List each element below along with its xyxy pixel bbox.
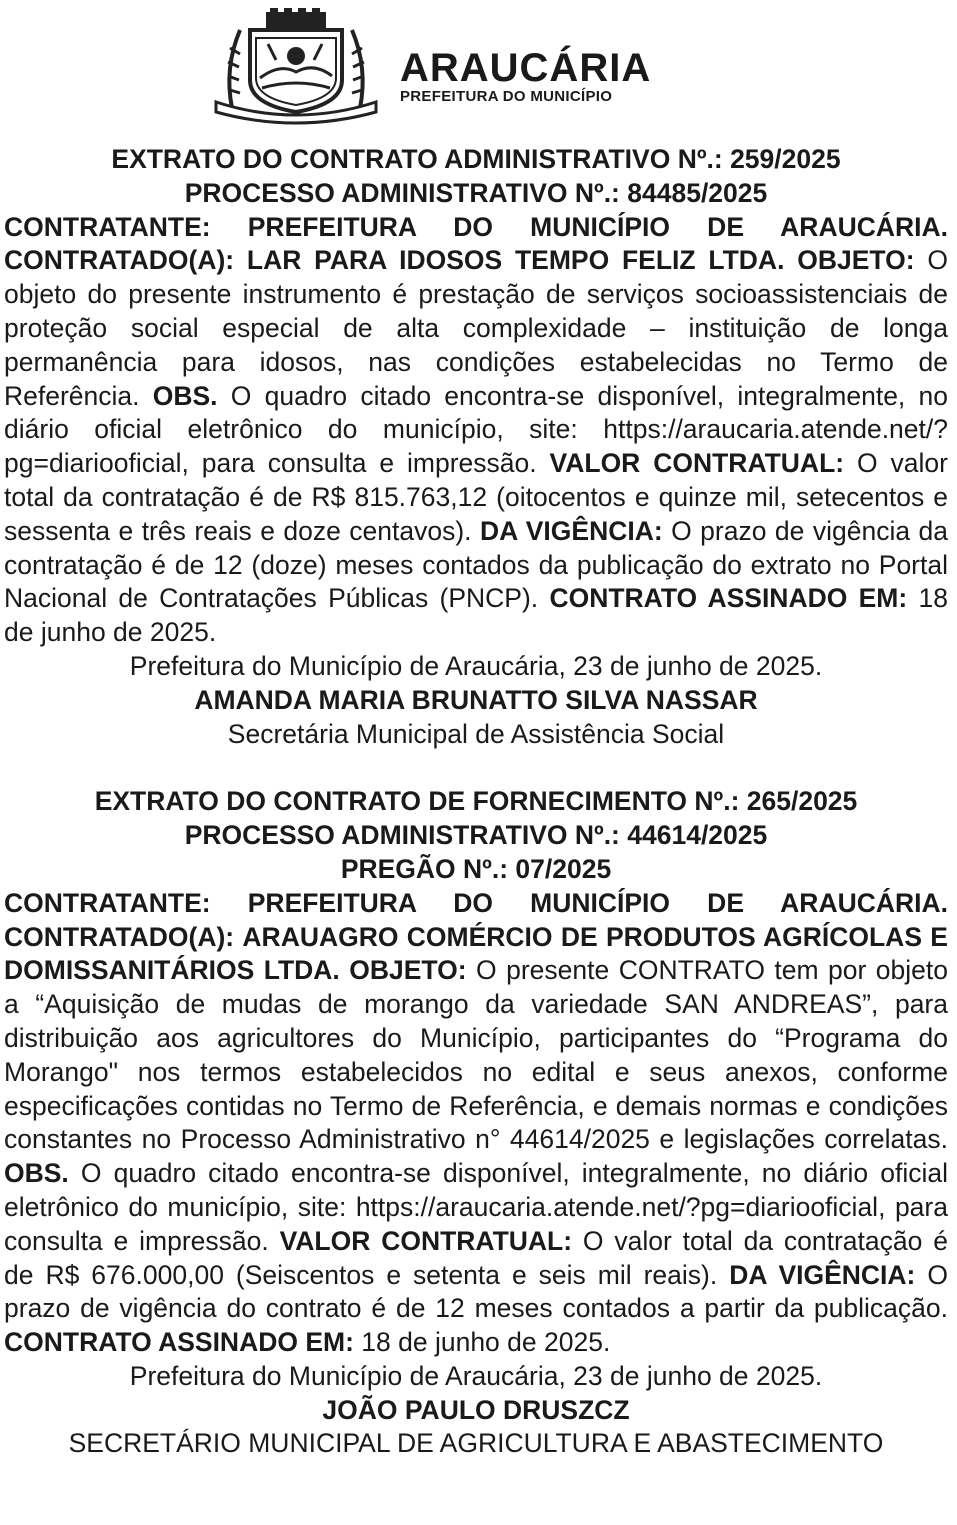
extract-section-2 [4,785,948,1461]
signer-name: JOÃO PAULO DRUSZCZ [322,1394,630,1425]
contratante-label: CONTRATANTE: [4,211,211,242]
place-date: Prefeitura do Município de Araucária, 23 de junho de 2025. [129,650,823,681]
section-spacer [4,751,948,785]
objeto-label: OBJETO: [349,955,467,986]
vigencia-label: DA VIGÊNCIA: [729,1259,916,1290]
objeto-text: O presente CONTRATO tem por objeto a “Aquisição de mudas de morango da variedade SAN ANDREAS”, para distribuição aos agricultores do Município, participantes do “Programa do Morango" nos termos estabelecidos no edital e seus anexos, conforme especificações contidas no Termo de Referência, e demais normas e condições constantes no Processo Administrativo n° 44614/2025 e legislações correlatas. [4,955,948,1155]
obs-label: OBS. [4,1158,69,1189]
contratado-value: LAR PARA IDOSOS TEMPO FELIZ LTDA. [246,245,785,276]
extract-title: EXTRATO DO CONTRATO ADMINISTRATIVO Nº.: 259/2025 [111,144,841,174]
process-number: PROCESSO ADMINISTRATIVO Nº.: 44614/2025 [184,820,768,851]
header [210,8,750,128]
valor-text: O valor total da contratação é de R$ 676.000,00 (Seiscentos e setenta e seis mil reais). [4,1225,948,1290]
contratado-value: ARAUAGRO COMÉRCIO DE PRODUTOS AGRÍCOLAS E DOMISSANITÁRIOS LTDA. [4,921,948,986]
document-body [4,143,948,1461]
signer-role: SECRETÁRIO MUNICIPAL DE AGRICULTURA E ABASTECIMENTO [68,1428,884,1459]
extract-body [4,211,948,650]
vigencia-text: O prazo de vigência da contratação é de 12 (doze) meses contados da publicação do extrato no Portal Nacional de Contratações Públicas (PNCP). [4,515,948,614]
valor-label: VALOR CONTRATUAL: [549,448,845,479]
obs-text: O quadro citado encontra-se disponível, integralmente, no diário oficial eletrônico do município, site: https://araucaria.atende.net/?pg=diariooficial, para consulta e impressão. [4,1158,948,1256]
contratado-label: CONTRATADO(A): [4,245,235,276]
extract-title: EXTRATO DO CONTRATO DE FORNECIMENTO Nº.: 265/2025 [94,786,858,817]
extract-body [4,887,948,1360]
assinado-text: 18 de junho de 2025. [4,583,948,648]
objeto-label: OBJETO: [797,245,915,276]
extract-section-1 [4,143,948,751]
brand-name: ARAUCÁRIA [400,46,652,90]
contratante-label: CONTRATANTE: [4,887,211,918]
assinado-label: CONTRATO ASSINADO EM: [549,583,908,614]
signer-role: Secretária Municipal de Assistência Social [227,718,725,749]
contratante-value: PREFEITURA DO MUNICÍPIO DE ARAUCÁRIA. [247,211,948,242]
obs-text: O quadro citado encontra-se disponível, integralmente, no diário oficial eletrônico do município, site: https://araucaria.atende.net/?pg=diariooficial, para consulta e impressão. [4,380,948,479]
signer-name: AMANDA MARIA BRUNATTO SILVA NASSAR [194,684,758,715]
valor-label: VALOR CONTRATUAL: [279,1225,573,1256]
assinado-text: 18 de junho de 2025. [361,1327,611,1358]
objeto-text: O objeto do presente instrumento é prestação de serviços socioassistenciais de proteção social especial de alta complexidade – instituição de longa permanência para idosos, nas condições estabelecidas no Termo de Referência. [4,245,948,411]
assinado-label: CONTRATO ASSINADO EM: [4,1327,354,1358]
vigencia-text: O prazo de vigência do contrato é de 12 meses contados a partir da publicação. [4,1259,948,1324]
valor-text: O valor total da contratação é de R$ 815.763,12 (oitocentos e quinze mil, setecentos e sessenta e três reais e doze centavos). [4,448,948,546]
vigencia-label: DA VIGÊNCIA: [480,515,663,546]
contratado-label: CONTRATADO(A): [4,921,235,952]
place-date: Prefeitura do Município de Araucária, 23 de junho de 2025. [129,1360,823,1391]
process-number: PROCESSO ADMINISTRATIVO Nº.: 84485/2025 [184,177,768,208]
contratante-value: PREFEITURA DO MUNICÍPIO DE ARAUCÁRIA. [247,887,948,918]
brand-subtitle: PREFEITURA DO MUNICÍPIO [400,88,613,105]
pregao-number: PREGÃO Nº.: 07/2025 [340,853,612,884]
obs-label: OBS. [152,380,218,411]
municipal-crest-logo [210,8,382,126]
